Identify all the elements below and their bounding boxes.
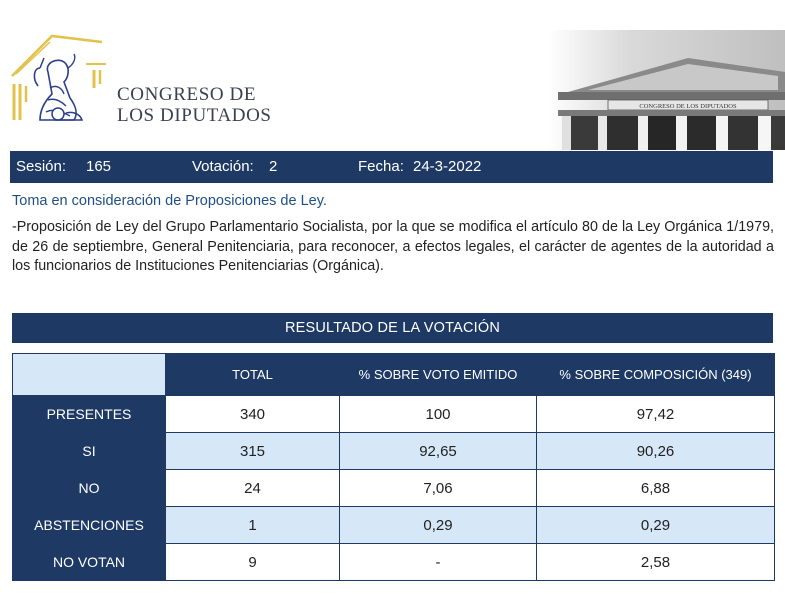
row-label: NO VOTAN bbox=[13, 544, 166, 581]
vote-results-table bbox=[12, 353, 775, 581]
table-header-row bbox=[13, 354, 775, 396]
sesion-value: 165 bbox=[86, 158, 112, 175]
cell-pct-composicion: 97,42 bbox=[537, 396, 775, 433]
votacion-label: Votación: bbox=[192, 158, 254, 175]
cell-pct-composicion: 0,29 bbox=[537, 507, 775, 544]
congreso-logo bbox=[10, 28, 120, 128]
table-row bbox=[13, 544, 775, 581]
table-row bbox=[13, 470, 775, 507]
header-pct-composicion: % SOBRE COMPOSICIÓN (349) bbox=[537, 354, 775, 396]
congress-building-photo bbox=[548, 30, 785, 150]
table-row bbox=[13, 433, 775, 470]
cell-pct-emitido: 92,65 bbox=[340, 433, 537, 470]
cell-total: 1 bbox=[166, 507, 340, 544]
table-corner-cell bbox=[13, 354, 166, 396]
building-inscription: CONGRESO DE LOS DIPUTADOS bbox=[639, 103, 737, 110]
cell-pct-emitido: 0,29 bbox=[340, 507, 537, 544]
row-label: SI bbox=[13, 433, 166, 470]
votacion-value: 2 bbox=[269, 158, 278, 175]
congreso-wordmark bbox=[117, 84, 272, 126]
header-pct-emitido: % SOBRE VOTO EMITIDO bbox=[340, 354, 537, 396]
session-info-bar bbox=[10, 151, 773, 183]
table-row bbox=[13, 396, 775, 433]
wordmark-line-1: CONGRESO DE bbox=[117, 84, 257, 105]
cell-pct-composicion: 6,88 bbox=[537, 470, 775, 507]
cell-total: 9 bbox=[166, 544, 340, 581]
wordmark-line-2: LOS DIPUTADOS bbox=[117, 105, 272, 126]
cell-total: 24 bbox=[166, 470, 340, 507]
proposal-description: -Proposición de Ley del Grupo Parlamentario Socialista, por la que se modifica el artículo 80 de la Ley Orgánica 1/1979, de 26 de septiembre, General Penitenciaria, para reconocer, a efectos legales, el carácter de agentes de la autoridad a los funcionarios de Instituciones Penitenciarias (Orgánica). bbox=[12, 219, 774, 275]
fecha-label: Fecha: bbox=[358, 158, 404, 175]
cell-pct-emitido: 7,06 bbox=[340, 470, 537, 507]
cell-pct-emitido: - bbox=[340, 544, 537, 581]
fecha-value: 24-3-2022 bbox=[413, 158, 482, 175]
cell-total: 340 bbox=[166, 396, 340, 433]
cell-pct-emitido: 100 bbox=[340, 396, 537, 433]
table-row bbox=[13, 507, 775, 544]
cell-pct-composicion: 2,58 bbox=[537, 544, 775, 581]
row-label: ABSTENCIONES bbox=[13, 507, 166, 544]
header-total: TOTAL bbox=[166, 354, 340, 396]
row-label: NO bbox=[13, 470, 166, 507]
page-header bbox=[0, 0, 785, 150]
sesion-label: Sesión: bbox=[16, 158, 67, 175]
result-title: RESULTADO DE LA VOTACIÓN bbox=[12, 313, 773, 343]
agenda-item-title: Toma en consideración de Proposiciones de Ley. bbox=[12, 193, 327, 209]
row-label: PRESENTES bbox=[13, 396, 166, 433]
cell-pct-composicion: 90,26 bbox=[537, 433, 775, 470]
cell-total: 315 bbox=[166, 433, 340, 470]
